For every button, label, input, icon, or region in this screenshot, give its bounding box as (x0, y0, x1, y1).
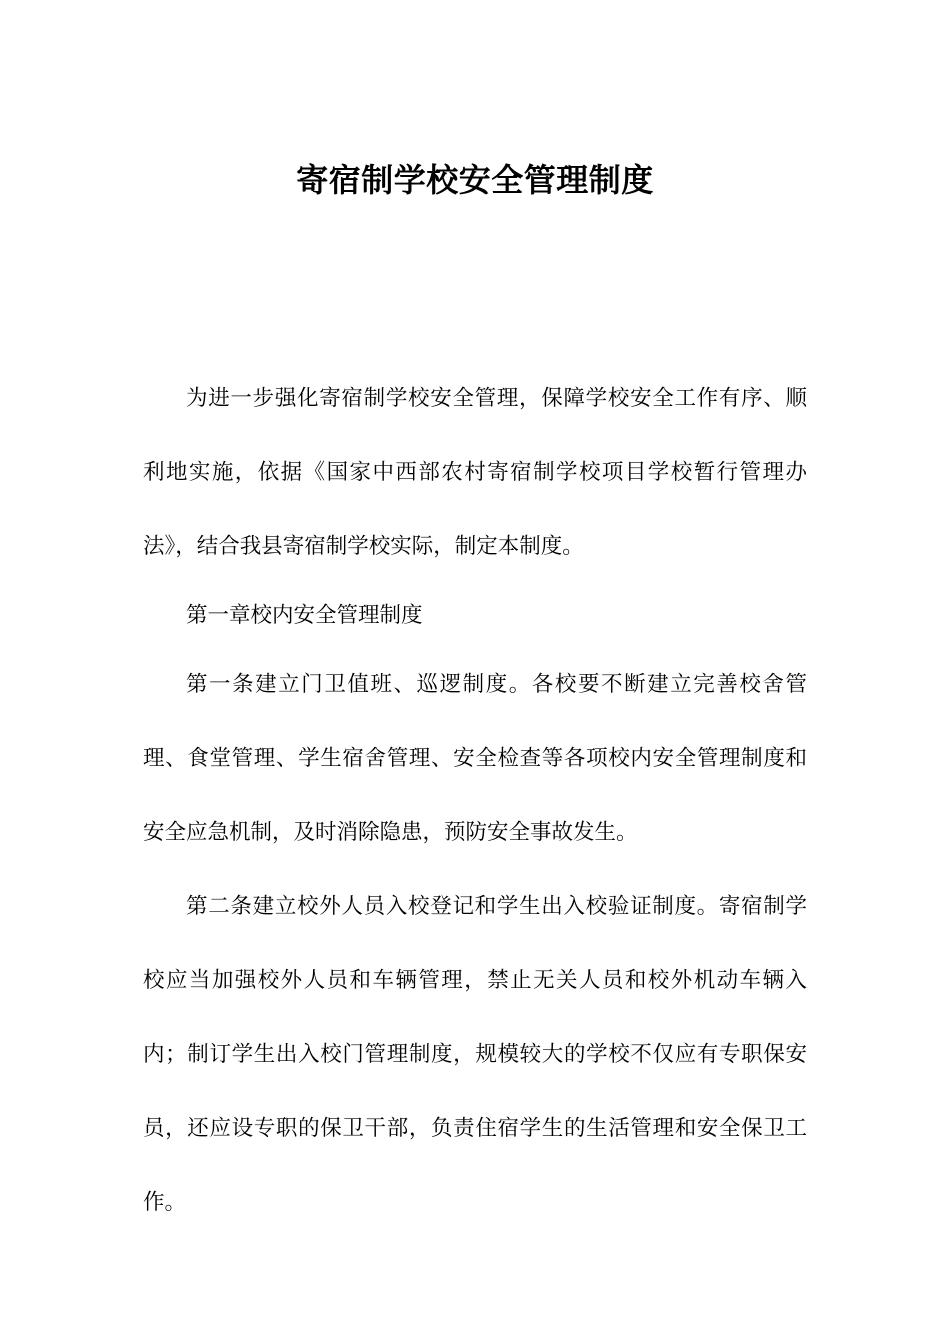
chapter-heading: 第一章校内安全管理制度 (186, 603, 423, 628)
document-body (143, 362, 807, 1240)
intro-paragraph: 为进一步强化寄宿制学校安全管理，保障学校安全工作有序、顺利地实施，依据《国家中西部农村寄宿制学校项目学校暂行管理办法》，结合我县寄宿制学校实际，制定本制度。 (143, 386, 807, 559)
article-1-paragraph: 第一条建立门卫值班、巡逻制度。各校要不断建立完善校舍管理、食堂管理、学生宿舍管理、安全检查等各项校内安全管理制度和安全应急机制，及时消除隐患，预防安全事故发生。 (143, 672, 807, 845)
article-2-paragraph: 第二条建立校外人员入校登记和学生出入校验证制度。寄宿制学校应当加强校外人员和车辆管理，禁止无关人员和校外机动车辆入内；制订学生出入校门管理制度，规模较大的学校不仅应有专职保安员，还应设专职的保卫干部，负责住宿学生的生活管理和安全保卫工作。 (143, 894, 807, 1215)
document-title: 寄宿制学校安全管理制度 (296, 161, 654, 199)
